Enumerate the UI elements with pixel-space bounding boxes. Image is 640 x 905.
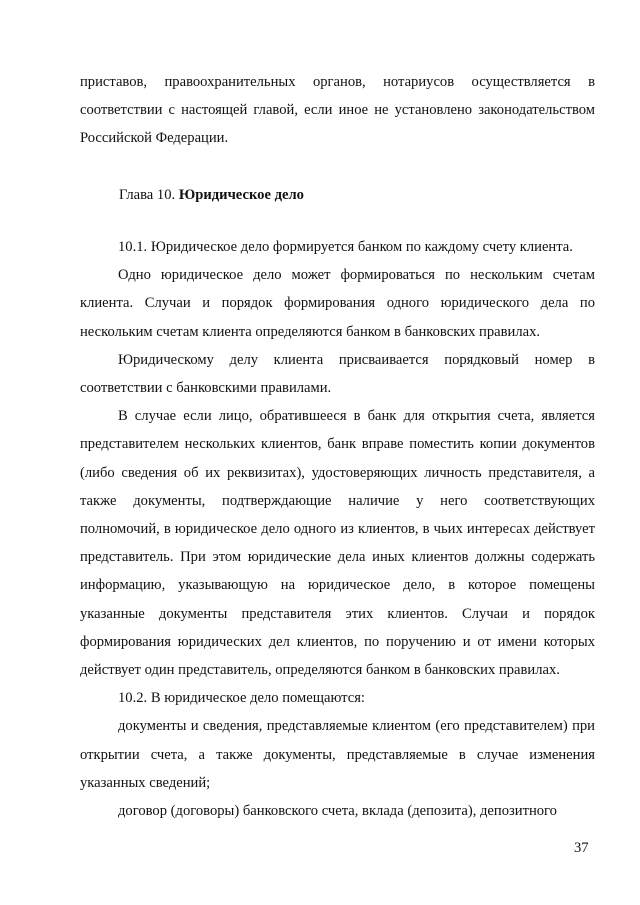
chapter-title: Юридическое дело — [178, 187, 304, 203]
body-block — [80, 233, 595, 825]
continuation-block — [80, 68, 595, 153]
chapter-heading — [119, 181, 304, 209]
chapter-prefix: Глава 10. — [119, 187, 176, 203]
page-number: 37 — [574, 840, 589, 856]
paragraph-10-1: 10.1. Юридическое дело формируется банком по каждому счету клиента. — [118, 239, 573, 255]
paragraph-documents: документы и сведения, представляемые клиентом (его представителем) при открытии счета, а также документы, представляемые в случае изменения указанных сведений; — [80, 718, 595, 791]
continuation-paragraph: приставов, правоохранительных органов, нотариусов осуществляется в соответствии с настоящей главой, если иное не установлено законодательством Российской Федерации. — [80, 74, 595, 147]
paragraph-representative: В случае если лицо, обратившееся в банк для открытия счета, является представителем нескольких клиентов, банк вправе поместить копии документов (либо сведения об их реквизитах), удостоверяющих личность представителя, а также документы, подтверждающие наличие у него соответствующих полномочий, в юридическое дело одного из клиентов, в чьих интересах действует представитель. При этом юридические дела иных клиентов должны содержать информацию, указывающую на юридическое дело, в которое помещены указанные документы представителя этих клиентов. Случаи и порядок формирования юридических дел клиентов, по поручению и от имени которых действует один представитель, определяются банком в банковских правилах. — [80, 408, 595, 679]
paragraph-multiple-accounts: Одно юридическое дело может формироваться по нескольким счетам клиента. Случаи и порядок формирования одного юридического дела по нескольким счетам клиента определяются банком в банковских правилах. — [80, 267, 595, 340]
paragraph-10-2: 10.2. В юридическое дело помещаются: — [118, 690, 365, 707]
paragraph-contracts: договор (договоры) банковского счета, вклада (депозита), депозитного — [118, 803, 557, 820]
paragraph-sequence-number: Юридическому делу клиента присваивается порядковый номер в соответствии с банковскими правилами. — [80, 351, 595, 397]
